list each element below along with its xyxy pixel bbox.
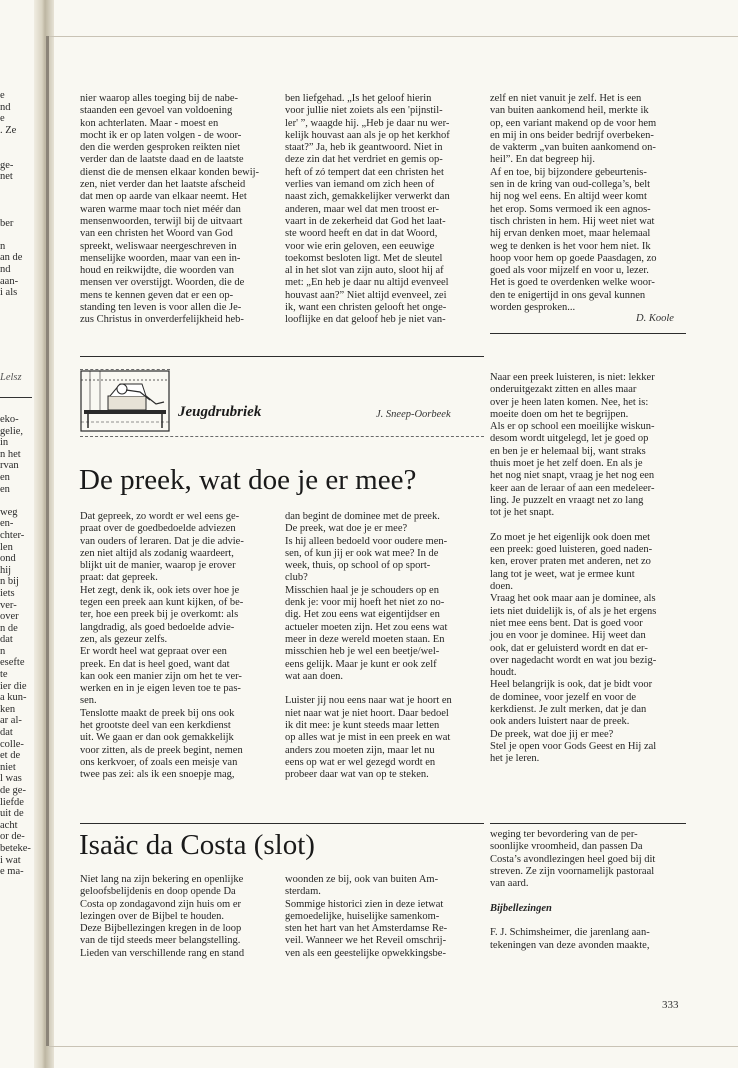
text-line: de ge- <box>0 785 26 796</box>
text-line: i als <box>0 287 18 299</box>
text-line: Er wordt heel wat gepraat over een <box>80 646 227 658</box>
text-line: tisch christen in hem. Hij weet niet wat <box>490 215 655 227</box>
text-line: over <box>0 611 19 623</box>
dacosta-top-rule <box>80 823 484 824</box>
text-line: De preek, wat doe jij er mee? <box>490 728 614 740</box>
rubric-column-2-part-2 <box>285 695 483 781</box>
text-line <box>0 495 34 507</box>
text-line: Zo moet je het eigenlijk ook doen met <box>490 531 651 543</box>
text-line: et de <box>0 750 21 762</box>
text-line: gemoedelijke, huiselijke samenkom- <box>285 910 440 922</box>
text-line: hij ervan denken moet, maar helemaal <box>490 228 651 240</box>
text-line <box>0 229 34 241</box>
text-line: weging ter bevordering van de per- <box>490 829 638 840</box>
text-line: moeite doen om het te begrijpen. <box>490 408 629 420</box>
text-line: e ma- <box>0 866 24 878</box>
text-line: Af en toe, bij bijzondere gebeurtenis- <box>490 166 647 178</box>
text-line: Heel belangrijk is ook, dat je bidt voor <box>490 679 653 691</box>
text-line <box>0 206 34 218</box>
text-line: en <box>0 483 10 495</box>
text-line: or de- <box>0 831 25 843</box>
text-line: soonlijke vroomheid, dan passen Da <box>490 841 643 853</box>
text-line: . Ze <box>0 124 17 136</box>
top-rule <box>49 36 738 37</box>
text-line: van buiten aankomend heil, merkte ik <box>490 105 649 117</box>
text-line: verder dan de laatste daad en de laatste <box>80 154 244 166</box>
text-line: chter- <box>0 529 25 541</box>
text-line: thuis moet je het zelf doen. En als je <box>490 458 643 470</box>
text-line: menselijke woorden, maar van een in- <box>80 252 241 264</box>
text-line: Misschien haal je je schouders op en <box>285 584 439 596</box>
text-line: colle- <box>0 738 24 750</box>
text-line: ven als een geestelijke opwekkingsbe- <box>285 947 446 959</box>
rubric-column-1 <box>80 511 276 782</box>
text-line: kan ook een manier zijn om het te ver- <box>80 670 242 682</box>
text-line: woonden ze bij, ook van buiten Am- <box>285 874 439 885</box>
text-line: e <box>0 90 5 101</box>
text-line: denk je: voor mij hoeft het niet zo no- <box>285 597 445 609</box>
text-line: blijkt uit de manier, waarop je erover <box>80 560 236 572</box>
text-line: op alles wat je mist in een preek en wat <box>285 732 451 744</box>
text-line: mens te kennen geven dat er een op- <box>80 289 234 301</box>
text-line: ook, dat er geluisterd wordt en dat er- <box>490 642 648 654</box>
page-number: 333 <box>662 999 679 1011</box>
text-line: Dat gepreek, zo wordt er wel eens ge- <box>80 511 240 522</box>
text-line: het erop. Soms vermoed ik een agnos- <box>490 203 651 215</box>
koole-signature: D. Koole <box>636 313 674 324</box>
text-line: anders zou moeten zijn, maar let nu <box>285 744 435 756</box>
text-line: doen. <box>490 581 514 593</box>
text-line: eko- <box>0 414 19 425</box>
text-line: desom wordt uitgelegd, let je goed op <box>490 433 649 445</box>
text-line: Het zegt, denk ik, ook iets over hoe je <box>80 584 240 596</box>
text-line: kon achterlaten. Maar - moest en <box>80 117 219 129</box>
text-line: ter, hoe een preek bij je overkomt: als <box>80 609 239 621</box>
text-line: ling. Je puzzelt en vraagt net zo lang <box>490 494 644 506</box>
text-line: van aard. <box>490 878 529 890</box>
text-line: De preek, wat doe je er mee? <box>285 523 408 535</box>
text-line: hij nog wel eens. En altijd weer komt <box>490 191 647 203</box>
text-line: Naar een preek luisteren, is niet: lekker <box>490 372 655 383</box>
dacosta-column-1 <box>80 874 276 960</box>
text-line: een preek: goed luisteren, goed naden- <box>490 544 653 556</box>
text-line: twee pas zei: als ik een snoepje mag, <box>80 769 235 781</box>
text-line: dig. Het zou eens wat eigentijdser en <box>285 609 440 621</box>
text-line: ik, want een christen gelooft het onge- <box>285 302 447 314</box>
text-line: tekeningen van deze avonden maakte, <box>490 939 650 951</box>
rubric-label: Jeugdrubriek <box>178 404 262 420</box>
text-line: langdradig, als goed bedoelde advie- <box>80 621 235 633</box>
dacosta-column-3-part-1 <box>490 829 686 890</box>
text-line: het nog niet snapt, vraag je het nog een <box>490 470 655 482</box>
text-line: beteke- <box>0 842 31 854</box>
text-line: goed als voor mijzelf en voor u, lezer. <box>490 265 649 277</box>
gutter-line <box>46 36 49 1046</box>
text-line: dienst die de mensen elkaar konden bewij- <box>80 166 260 178</box>
text-line: jou en voor je dominee. Hij weet dan <box>490 630 646 642</box>
text-line: sterdam. <box>285 886 321 898</box>
text-line: ste woord heeft en dat in dat Woord, <box>285 228 438 240</box>
text-line: en <box>0 471 10 483</box>
text-line: en mij in ons beider bedrijf overbeken- <box>490 129 654 141</box>
text-line: te <box>0 669 8 681</box>
text-line: l was <box>0 773 22 785</box>
rubric-top-rule <box>80 356 484 357</box>
text-line: op, een variant makend op de voor hem <box>490 117 657 129</box>
text-line: den te enigertijd in ons geval kunnen <box>490 289 646 301</box>
text-line: praat over de goedbedoelde adviezen <box>80 523 236 535</box>
text-line: sten het hart van het Amsterdamse Re- <box>285 923 448 935</box>
text-line: ons kerkvoer, of zoals een meisje van <box>80 756 238 768</box>
text-line: zen, als gezeur zelfs. <box>80 633 168 645</box>
text-line: week, thuis, op school of op sport- <box>285 560 431 572</box>
text-line: iets <box>0 587 15 599</box>
text-line: zus Christus in onverderfelijkheid heb- <box>80 314 244 326</box>
text-line: ber <box>0 217 14 229</box>
text-line: wat aan doen. <box>285 670 344 682</box>
text-line: ken, erover praten met anderen, net zo <box>490 556 651 568</box>
text-line: het grootste deel van een kerkdienst <box>80 720 231 732</box>
text-line: ar al- <box>0 715 22 727</box>
text-line: ge- <box>0 159 14 171</box>
text-line <box>0 136 34 148</box>
text-line: anderen, maar wel dat men troost er- <box>285 203 440 215</box>
text-line: Het is goed te overdenken welke woor- <box>490 277 655 289</box>
text-line: veil. Wanneer we het Reveil omschrij- <box>285 935 447 947</box>
text-line: nd <box>0 101 11 113</box>
text-line: dat <box>0 634 13 646</box>
text-line: n de <box>0 622 18 634</box>
text-line <box>0 194 34 206</box>
text-line: probeer daar wat van op te steken. <box>285 769 429 781</box>
text-line: waren warme maar toch niet méér dan <box>80 203 241 215</box>
text-line: iets niet duidelijk is, of als je het ergens <box>490 605 657 617</box>
text-line <box>0 183 34 195</box>
text-line: tegen een preek aan kunt kijken, of be- <box>80 597 244 609</box>
koole-column-1 <box>80 93 276 327</box>
text-line: e <box>0 113 5 125</box>
text-line: liefde <box>0 796 24 808</box>
text-line: in <box>0 437 9 449</box>
text-line: meer in deze wereld moeten staan. En <box>285 633 445 645</box>
previous-page-fragment-bottom <box>0 414 34 878</box>
text-line: naast zich, gemakkelijker verwerkt dan <box>285 191 450 203</box>
text-line: en- <box>0 518 14 530</box>
rubric-author: J. Sneep-Oorbeek <box>376 409 451 420</box>
youth-rubric-illustration-icon <box>80 370 170 432</box>
text-line: staanden een gevoel van voldoening <box>80 105 233 117</box>
text-line: Luister jij nou eens naar wat je hoort en <box>285 695 452 707</box>
text-line: sen. <box>80 695 97 707</box>
text-line: an de <box>0 252 23 264</box>
dacosta-column-3 <box>490 829 686 952</box>
text-line: misschien heb je wel een beetje/wel- <box>285 646 440 658</box>
text-line: actueler moeten zijn. Het zou eens wat <box>285 621 448 633</box>
text-line: met: „En heb je daar nu altijd evenveel <box>285 277 449 289</box>
previous-page-fragment-top <box>0 90 34 299</box>
text-line: lezingen over de Bijbel te houden. <box>80 910 225 922</box>
text-line: weg <box>0 506 18 518</box>
text-line: praat: dat gepreek. <box>80 572 158 584</box>
text-line: en ben je er helemaal bij, want straks <box>490 445 646 457</box>
text-line: niet <box>0 761 16 773</box>
text-line: mensenwoorden, terwijl bij de uitvaart <box>80 215 243 227</box>
text-line <box>0 148 34 160</box>
text-line: heil”. En dat begreep hij. <box>490 154 595 166</box>
text-line: tot je het snapt. <box>490 507 555 519</box>
rubric-end-rule <box>490 823 686 824</box>
text-line: n het <box>0 448 21 460</box>
text-line: niet naar wat je niet hoort. Daar bedoel <box>285 707 449 719</box>
text-line: ver- <box>0 599 17 611</box>
text-line: ook anders luistert naar de preek. <box>490 716 630 728</box>
text-line: nd <box>0 263 11 275</box>
text-line: geloofsbelijdenis en doop opende Da <box>80 886 236 898</box>
text-line: eens gelijk. Maar je kunt er ook zelf <box>285 658 437 670</box>
dacosta-column-3-part-2 <box>490 927 686 952</box>
text-line: houd en reikwijdte, die woorden van <box>80 265 234 277</box>
text-line: Sommige historici zien in deze ietwat <box>285 898 444 910</box>
text-line: worden gesproken... <box>490 302 576 314</box>
text-line: n <box>0 240 6 252</box>
text-line: Is hij alleen bedoeld voor oudere men- <box>285 535 448 547</box>
text-line: keer aan de leraar of aan een medeleer- <box>490 482 655 494</box>
text-line: Vraag het ook maar aan je dominee, als <box>490 593 656 605</box>
text-line: voor jullie niet zoiets als een 'pijnstil- <box>285 105 443 117</box>
text-line: Niet lang na zijn bekering en openlijke <box>80 874 244 885</box>
dacosta-column-2 <box>285 874 483 960</box>
text-line: staat?” Ja, heb ik geantwoord. Niet in <box>285 142 443 154</box>
text-line: weg te denken is het voor hem niet. Ik <box>490 240 651 252</box>
text-line: deze zin dat het verdriet en gemis op- <box>285 154 443 166</box>
text-line: verlies van iemand om zich heen of <box>285 179 435 191</box>
text-line: standing ten leven is voor allen die Je- <box>80 302 242 314</box>
text-line: kerkdienst. Je zult merken, dat je dan <box>490 704 647 716</box>
text-line: Costa’s avondlezingen heel goed bij dit <box>490 853 656 865</box>
text-line: ik dit mee: je kunt steeds maar letten <box>285 720 440 732</box>
text-line: streven. Ze zijn voornamelijk pastoraal <box>490 865 655 877</box>
text-line: kelijk houvast aan als je op het kerkhof <box>285 129 450 141</box>
rubric-dashed-rule-bottom <box>80 436 484 437</box>
text-line: Deze Bijbellezingen kregen in de loop <box>80 923 242 935</box>
rubric-title: De preek, wat doe je er mee? <box>79 464 417 496</box>
text-line: lang tot je weet, wat je ermee kunt <box>490 568 635 580</box>
koole-column-3 <box>490 93 686 314</box>
text-line: nier waarop alles toeging bij de nabe- <box>80 93 239 104</box>
text-line: hij <box>0 564 12 576</box>
text-line: acht <box>0 819 18 831</box>
text-line: aan- <box>0 275 19 287</box>
text-line: ken <box>0 703 16 715</box>
dacosta-title: Isaäc da Costa (slot) <box>79 829 315 861</box>
text-line: sen, of kun jij er ook wat mee? In de <box>285 547 439 559</box>
text-line: over je heen laten komen. Nee, het is: <box>490 396 649 408</box>
rubric-column-3-part-2 <box>490 532 686 766</box>
text-line: ond <box>0 553 16 565</box>
text-line: vaart in de zekerheid dat God het laat- <box>285 215 446 227</box>
text-line: niet mee eens bent. Dat is goed voor <box>490 617 643 629</box>
text-line: voor zitten, als de preek begint, nemen <box>80 744 243 756</box>
text-line: den die werden gesproken reikten niet <box>80 142 241 154</box>
text-line: uit de <box>0 808 24 820</box>
text-line: van ouders of leraren. Dat je die advie- <box>80 535 244 547</box>
text-line: mensen ver overstijgt. Woorden, die de <box>80 277 245 289</box>
text-line: len <box>0 541 13 553</box>
text-line: uit. We gaan er dan ook gemakkelijk <box>80 732 234 744</box>
text-line: preek. En dat is heel goed, want dat <box>80 658 230 670</box>
text-line: dat men op aarde van elkaar neemt. Het <box>80 191 247 203</box>
koole-end-rule <box>490 333 686 334</box>
gutter-shadow <box>34 0 54 1068</box>
text-line: sen in de kring van oud-collega’s, belt <box>490 179 651 191</box>
text-line: ler' ”, waagde hij. „Heb je daar nu wer- <box>285 117 450 129</box>
previous-page-rule <box>0 397 32 398</box>
text-line: net <box>0 171 13 183</box>
text-line: heft of zó tempert dat een christen het <box>285 166 444 178</box>
text-line: F. J. Schimsheimer, die jarenlang aan- <box>490 927 650 939</box>
text-line: a kun- <box>0 692 27 704</box>
text-line: spreekt, weliswaar neergeschreven in <box>80 240 237 252</box>
rubric-dashed-rule-top <box>80 369 170 370</box>
text-line: het je leren. <box>490 753 540 765</box>
text-line: i wat <box>0 854 21 866</box>
text-line: gelie, <box>0 425 24 437</box>
text-line: dan begint de dominee met de preek. <box>285 511 440 522</box>
rubric-column-2-part-1 <box>285 511 483 683</box>
text-line: hoop voor hem op goede Paasdagen, zo <box>490 252 657 264</box>
text-line: de dominee, voor jezelf en voor de <box>490 691 637 703</box>
text-line: dat <box>0 727 13 739</box>
text-line: houvast aan?” Niet altijd evenveel, zei <box>285 289 447 301</box>
previous-page-signature: Lelsz <box>0 372 22 383</box>
text-line: Stel je open voor Gods Geest en Hij zal <box>490 740 657 752</box>
text-line: van de tijd steeds meer belangstelling. <box>80 935 241 947</box>
text-line: voor wie erin geloven, een eeuwige <box>285 240 435 252</box>
text-line: n bij <box>0 576 19 588</box>
rubric-column-2 <box>285 511 483 782</box>
text-line: ier die <box>0 680 27 692</box>
text-line: zelf en niet vanuit je zelf. Het is een <box>490 93 642 104</box>
bottom-rule <box>49 1046 738 1047</box>
text-line: onderuitgezakt zitten en alles maar <box>490 384 637 396</box>
text-line: over nagedacht wordt en wat jou bezig- <box>490 654 657 666</box>
text-line: mocht ik er op laten volgen - de woor- <box>80 129 242 141</box>
koole-column-2 <box>285 93 483 327</box>
rubric-column-3-part-1 <box>490 372 686 520</box>
text-line: club? <box>285 572 308 584</box>
text-line: houdt. <box>490 667 517 679</box>
text-line: werken en in je eigen leven toe te pas- <box>80 683 241 695</box>
text-line: Lieden van verschillende rang en stand <box>80 947 245 959</box>
text-line: zen, niet verder dan het laatste afscheid <box>80 179 246 191</box>
text-line: Als er op school een moeilijke wiskun- <box>490 421 655 433</box>
text-line: zen niet altijd als zodanig waardeert, <box>80 547 234 559</box>
text-line: al in het slot van zijn auto, sloot hij af <box>285 265 444 277</box>
text-line: Costa op zondagavond zijn huis om er <box>80 898 241 910</box>
rubric-column-3 <box>490 372 686 766</box>
text-line: toekomst besloten ligt. Met de sleutel <box>285 252 443 264</box>
text-line: looflijke en dat geloof heb je niet van- <box>285 314 446 326</box>
text-line: van een christen het Woord van God <box>80 228 233 240</box>
text-line: de vakterm „van buiten aankomend on- <box>490 142 656 154</box>
text-line: ben liefgehad. „Is het geloof hierin <box>285 93 432 104</box>
text-line: esefte <box>0 657 25 669</box>
text-line: Tenslotte maakt de preek bij ons ook <box>80 707 235 719</box>
dacosta-subheading: Bijbellezingen <box>490 902 552 914</box>
text-line: eens op wat er wel gezegd wordt en <box>285 756 436 768</box>
text-line: rvan <box>0 460 19 472</box>
text-line: n <box>0 645 6 657</box>
